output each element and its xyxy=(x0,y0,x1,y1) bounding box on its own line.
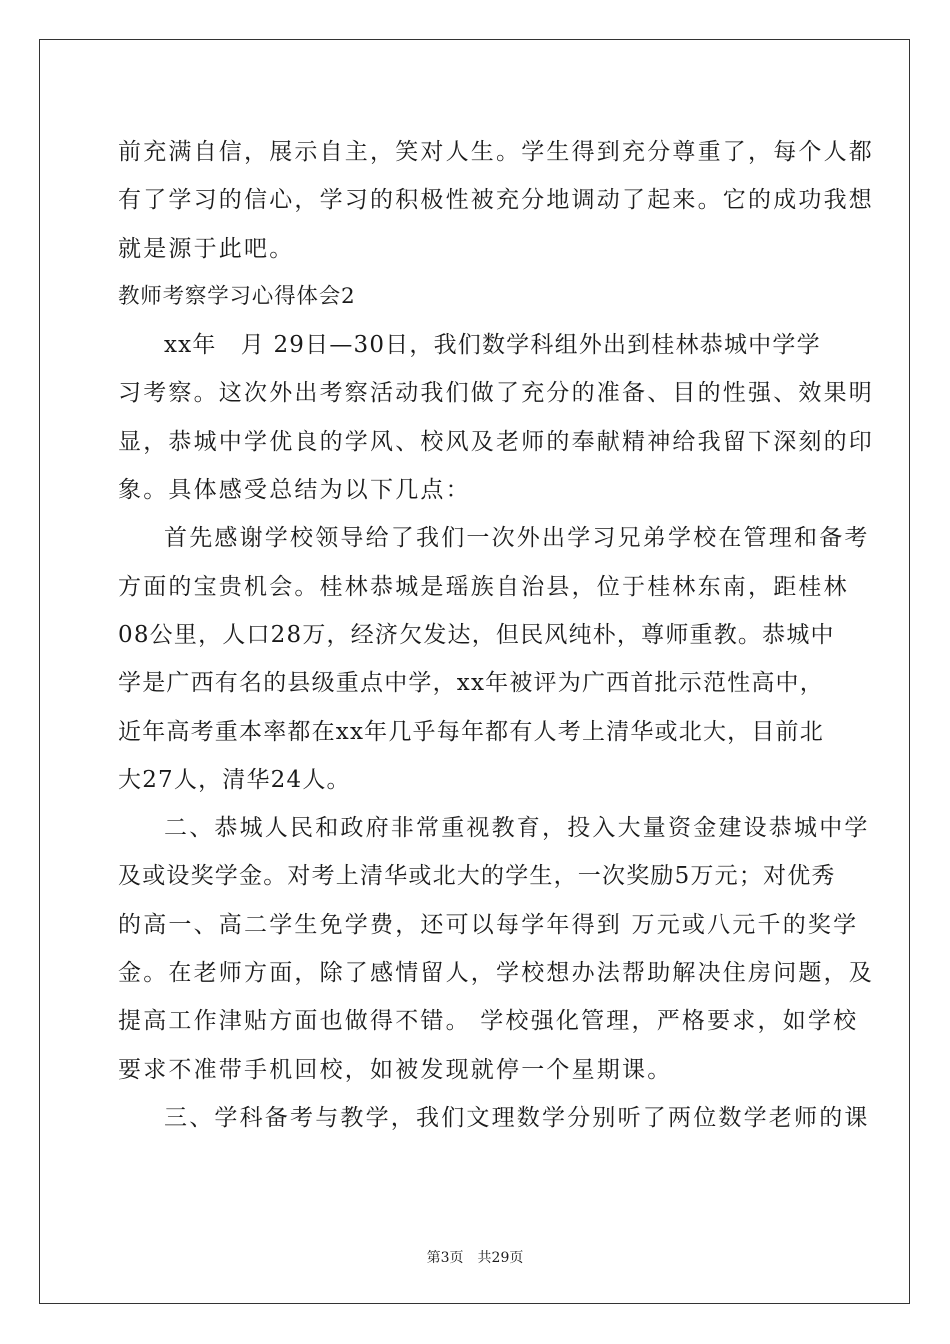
paragraph-line: 08公里，人口28万，经济欠发达，但民风纯朴，尊师重教。恭城中 xyxy=(118,621,835,648)
paragraph-line: 大27人，清华24人。 xyxy=(118,766,351,793)
paragraph-line: 习考察。这次外出考察活动我们做了充分的准备、目的性强、效果明 xyxy=(118,380,874,407)
paragraph-line: 的高一、高二学生免学费，还可以每学年得到 万元或八元千的奖学 xyxy=(118,911,859,938)
paragraph-line: 有了学习的信心，学习的积极性被充分地调动了起来。它的成功我想 xyxy=(118,187,874,214)
paragraph-line: 就是源于此吧。 xyxy=(118,235,295,262)
page-number: 第3页 共29页 xyxy=(426,1250,524,1266)
paragraph-line: 近年高考重本率都在xx年几乎每年都有人考上清华或北大，目前北 xyxy=(118,718,824,745)
paragraph-line: xx年 月 29日—30日，我们数学科组外出到桂林恭城中学学 xyxy=(164,332,821,359)
paragraph-line: 及或设奖学金。对考上清华或北大的学生，一次奖励5万元；对优秀 xyxy=(118,863,836,890)
paragraph-line: 显，恭城中学优良的学风、校风及老师的奉献精神给我留下深刻的印 xyxy=(118,428,874,455)
paragraph-line: 象。具体感受总结为以下几点： xyxy=(118,477,471,504)
paragraph-line: 三、学科备考与教学，我们文理数学分别听了两位数学老师的课 xyxy=(164,1104,870,1131)
paragraph-line: 要求不准带手机回校，如被发现就停一个星期课。 xyxy=(118,1056,673,1083)
section-heading: 教师考察学习心得体会2 xyxy=(118,283,356,309)
paragraph-line: 方面的宝贵机会。桂林恭城是瑶族自治县，位于桂林东南，距桂林 xyxy=(118,573,849,600)
paragraph-line: 前充满自信，展示自主，笑对人生。学生得到充分尊重了，每个人都 xyxy=(118,139,874,165)
paragraph-line: 学是广西有名的县级重点中学，xx年被评为广西首批示范性高中， xyxy=(118,670,824,697)
paragraph-line: 二、恭城人民和政府非常重视教育，投入大量资金建设恭城中学 xyxy=(164,815,870,842)
paragraph-line: 金。在老师方面，除了感情留人，学校想办法帮助解决住房问题，及 xyxy=(118,960,874,987)
paragraph-line: 首先感谢学校领导给了我们一次外出学习兄弟学校在管理和备考 xyxy=(164,525,870,552)
document-body xyxy=(118,128,874,1142)
paragraph-line: 提高工作津贴方面也做得不错。 学校强化管理，严格要求，如学校 xyxy=(118,1008,859,1035)
